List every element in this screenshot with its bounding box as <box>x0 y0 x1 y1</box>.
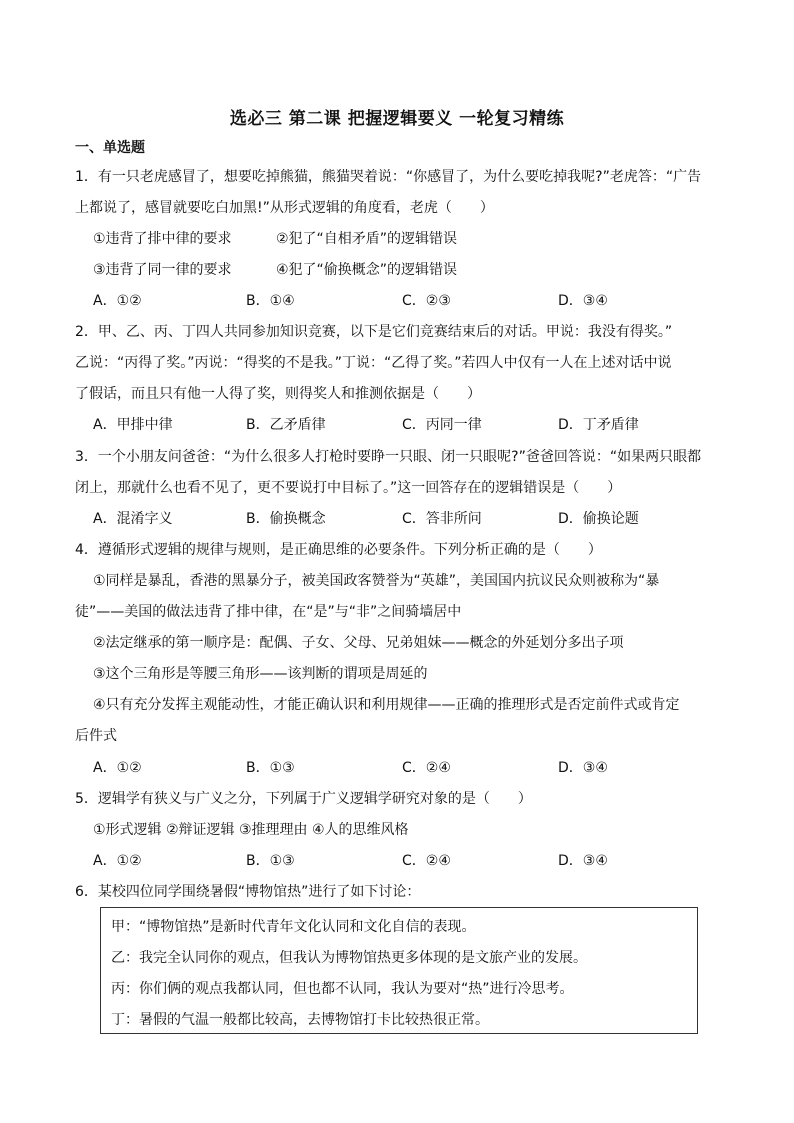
q1-stem-line-2: 上都说了，感冒就要吃白加黑!”从形式逻辑的角度看，老虎（ ） <box>75 200 494 216</box>
q4-option-c[interactable]: C．②④ <box>402 760 451 776</box>
q5-option-c[interactable]: C．②④ <box>402 853 451 869</box>
q6-dialogue-line-jia: 甲：“博物馆热”是新时代青年文化认同和文化自信的表现。 <box>111 919 476 935</box>
q3-stem-line-1: 3．一个小朋友问爸爸：“为什么很多人打枪时要睁一只眼、闭一只眼呢?”爸爸回答说：“如果两只眼都 <box>75 449 702 465</box>
q6-stem-line-1: 6．某校四位同学围绕暑假“博物馆热”进行了如下讨论： <box>75 884 421 900</box>
q3-option-d[interactable]: D．偷换论题 <box>558 511 639 527</box>
q1-statement-1: ①违背了排中律的要求 <box>93 231 232 247</box>
q1-statement-2: ②犯了“自相矛盾”的逻辑错误 <box>276 231 458 247</box>
q4-option-d[interactable]: D．③④ <box>558 760 608 776</box>
q6-dialogue-line-ding: 丁：暑假的气温一般都比较高，去博物馆打卡比较热很正常。 <box>111 1012 489 1028</box>
q2-option-c[interactable]: C．丙同一律 <box>402 417 482 433</box>
q1-option-a[interactable]: A．①② <box>93 293 142 309</box>
q5-stem-line-1: 5．逻辑学有狭义与广义之分，下列属于广义逻辑学研究对象的是（ ） <box>75 791 532 807</box>
q1-statement-4: ④犯了“偷换概念”的逻辑错误 <box>276 262 458 278</box>
q3-stem-line-2: 闭上，那就什么也看不见了，更不要说打中目标了。”这一回答存在的逻辑错误是（ ） <box>75 480 622 496</box>
q5-statements: ①形式逻辑 ②辩证逻辑 ③推理理由 ④人的思维风格 <box>93 822 409 838</box>
q5-option-d[interactable]: D．③④ <box>558 853 608 869</box>
q2-stem-line-3: 了假话，而且只有他一人得了奖，则得奖人和推测依据是（ ） <box>75 386 481 402</box>
q4-statement-4b: 后件式 <box>75 728 117 744</box>
q4-statement-1a: ①同样是暴乱，香港的黑暴分子，被美国政客赞誉为“英雄”，美国国内抗议民众则被称为“暴 <box>93 573 660 589</box>
q6-dialogue-box <box>100 907 698 1034</box>
section-heading: 一、单选题 <box>75 140 145 156</box>
q1-option-d[interactable]: D．③④ <box>558 293 608 309</box>
page-title: 选必三 第二课 把握逻辑要义 一轮复习精练 <box>229 109 565 129</box>
q4-statement-3: ③这个三角形是等腰三角形——该判断的谓项是周延的 <box>93 666 428 682</box>
q2-stem-line-1: 2．甲、乙、丙、丁四人共同参加知识竞赛，以下是它们竞赛结束后的对话。甲说：我没有得奖。” <box>75 324 673 340</box>
q3-option-b[interactable]: B．偷换概念 <box>246 511 326 527</box>
q1-statement-3: ③违背了同一律的要求 <box>93 262 232 278</box>
q4-stem-line-1: 4．遵循形式逻辑的规律与规则，是正确思维的必要条件。下列分析正确的是（ ） <box>75 542 602 558</box>
q4-option-b[interactable]: B．①③ <box>246 760 295 776</box>
q1-option-b[interactable]: B．①④ <box>246 293 295 309</box>
q2-option-d[interactable]: D．丁矛盾律 <box>558 417 639 433</box>
q2-option-a[interactable]: A．甲排中律 <box>93 417 173 433</box>
q4-statement-2: ②法定继承的第一顺序是：配偶、子女、父母、兄弟姐妹——概念的外延划分多出子项 <box>93 635 624 651</box>
q4-option-a[interactable]: A．①② <box>93 760 142 776</box>
q4-statement-1b: 徒”——美国的做法违背了排中律，在“是”与“非”之间骑墙居中 <box>75 604 462 620</box>
q1-option-c[interactable]: C．②③ <box>402 293 451 309</box>
q6-dialogue-line-bing: 丙：你们俩的观点我都认同，但也都不认同，我认为要对“热”进行冷思考。 <box>111 981 574 997</box>
q3-option-a[interactable]: A．混淆字义 <box>93 511 173 527</box>
q2-stem-line-2: 乙说：“丙得了奖。”丙说：“得奖的不是我。”丁说：“乙得了奖。”若四人中仅有一人在上述对话中说 <box>75 355 672 371</box>
q5-option-b[interactable]: B．①③ <box>246 853 295 869</box>
q4-statement-4a: ④只有充分发挥主观能动性，才能正确认识和利用规律——正确的推理形式是否定前件式或肯定 <box>93 697 680 713</box>
q2-option-b[interactable]: B．乙矛盾律 <box>246 417 326 433</box>
q6-dialogue-line-yi: 乙：我完全认同你的观点，但我认为博物馆热更多体现的是文旅产业的发展。 <box>111 950 587 966</box>
q3-option-c[interactable]: C．答非所问 <box>402 511 482 527</box>
q5-option-a[interactable]: A．①② <box>93 853 142 869</box>
q1-stem-line-1: 1．有一只老虎感冒了，想要吃掉熊猫，熊猫哭着说：“你感冒了，为什么要吃掉我呢?”老虎答：“广告 <box>75 169 702 185</box>
